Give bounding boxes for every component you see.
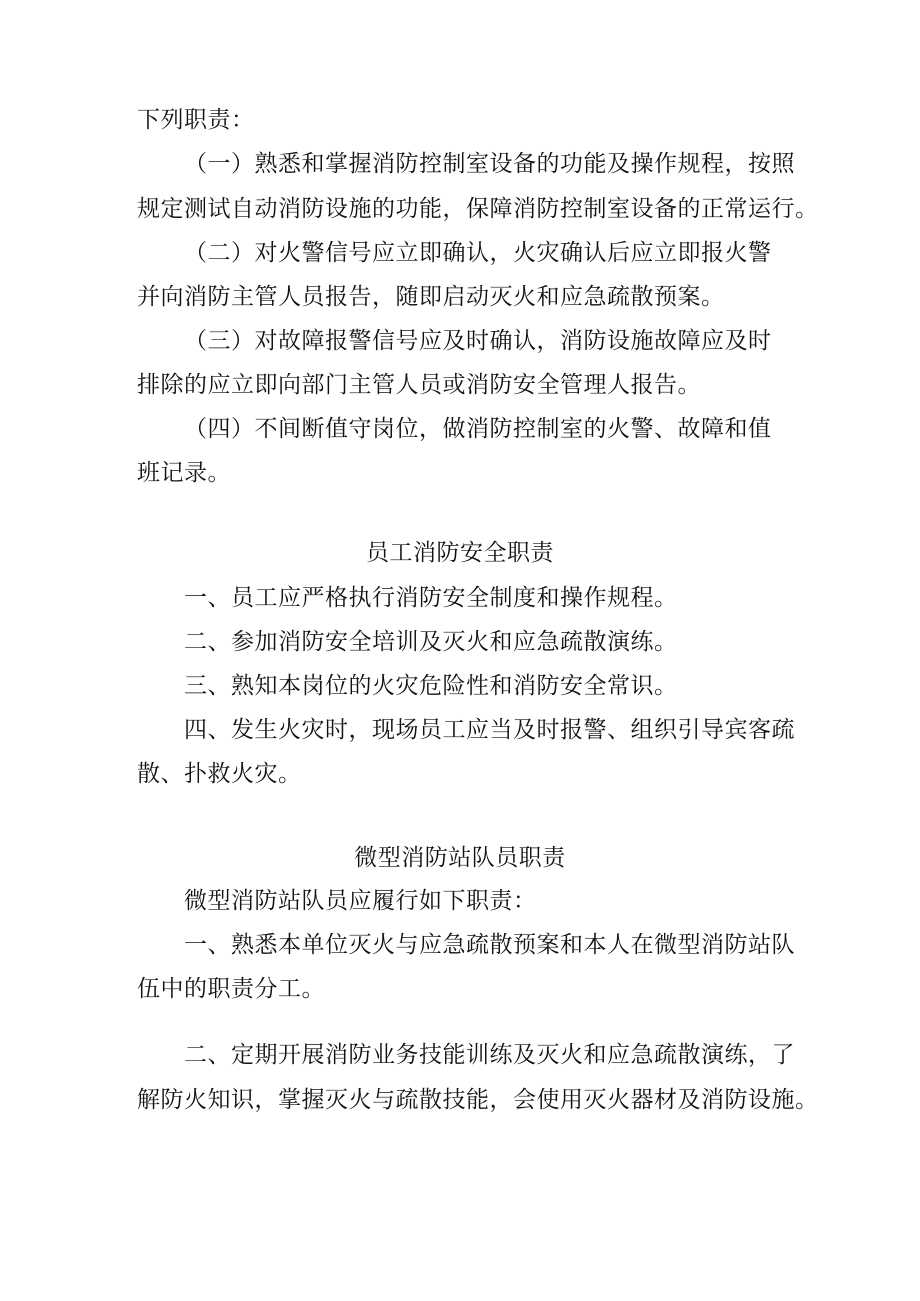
- station-item-2-line-1: 二、定期开展消防业务技能训练及灭火和应急疏散演练，了: [184, 1042, 795, 1068]
- duty-4-line-2: 班记录。: [137, 460, 231, 486]
- employee-section-title: 员工消防安全职责: [366, 540, 554, 566]
- duty-3-line-2: 排除的应立即向部门主管人员或消防安全管理人报告。: [137, 372, 701, 398]
- duty-1-line-2: 规定测试自动消防设施的功能，保障消防控制室设备的正常运行。: [137, 196, 819, 222]
- station-item-1-line-1: 一、熟悉本单位灭火与应急疏散预案和本人在微型消防站队: [184, 932, 795, 958]
- employee-item-4-line-2: 散、扑救火灾。: [137, 761, 302, 787]
- station-section-title: 微型消防站队员职责: [354, 845, 566, 871]
- employee-item-2: 二、参加消防安全培训及灭火和应急疏散演练。: [184, 629, 678, 655]
- duty-1-line-1: （一）熟悉和掌握消防控制室设备的功能及操作规程，按照: [184, 151, 795, 177]
- station-item-2-line-2: 解防火知识，掌握灭火与疏散技能，会使用灭火器材及消防设施。: [137, 1087, 819, 1113]
- duty-3-line-1: （三）对故障报警信号应及时确认，消防设施故障应及时: [184, 328, 772, 354]
- employee-item-3: 三、熟知本岗位的火灾危险性和消防安全常识。: [184, 673, 678, 699]
- station-item-1-line-2: 伍中的职责分工。: [137, 976, 325, 1002]
- employee-item-1: 一、员工应严格执行消防安全制度和操作规程。: [184, 585, 678, 611]
- employee-item-4-line-1: 四、发生火灾时，现场员工应当及时报警、组织引导宾客疏: [184, 717, 795, 743]
- duty-2-line-1: （二）对火警信号应立即确认，火灾确认后应立即报火警: [184, 240, 772, 266]
- duty-2-line-2: 并向消防主管人员报告，随即启动灭火和应急疏散预案。: [137, 284, 725, 310]
- duty-4-line-1: （四）不间断值守岗位，做消防控制室的火警、故障和值: [184, 416, 772, 442]
- station-intro: 微型消防站队员应履行如下职责：: [184, 888, 537, 914]
- opening-line: 下列职责：: [137, 107, 255, 133]
